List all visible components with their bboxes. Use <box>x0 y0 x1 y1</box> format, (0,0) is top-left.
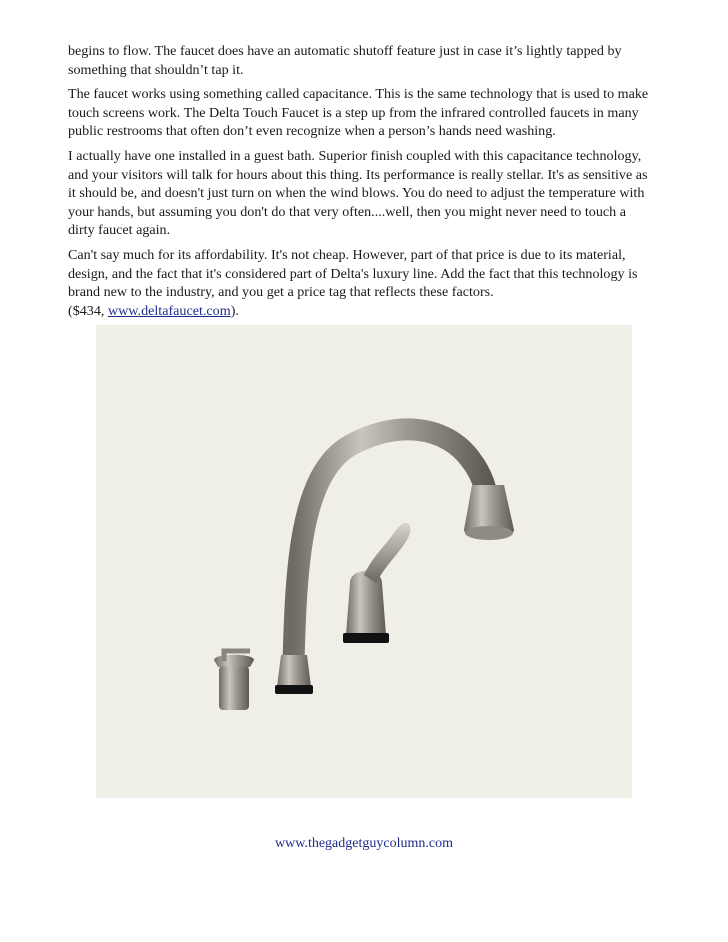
text-line: design, and the fact that it's considered part of Delta's luxury line. Add the fact that this technology is <box>68 265 638 282</box>
handle-ring <box>343 633 389 643</box>
deltafaucet-link[interactable]: www.deltafaucet.com <box>107 302 231 319</box>
text-line: begins to flow. The faucet does have an automatic shutoff feature just in case it’s lightly tapped by <box>68 43 622 59</box>
soap-dispenser-top <box>214 655 254 667</box>
price-prefix: ($434, <box>68 302 108 319</box>
text-line: public restrooms that often don’t even recognize when a person’s hands need washing. <box>68 123 556 140</box>
text-line: I actually have one installed in a guest bath. Superior finish coupled with this capacitance technology, <box>68 147 642 164</box>
paragraph-guest-bath <box>68 147 660 240</box>
text-line: The faucet works using something called capacitance. This is the same technology that is used to make <box>68 86 649 103</box>
footer-url: www.thegadgetguycolumn.com <box>275 836 453 851</box>
sprayer-face <box>465 526 513 540</box>
text-line: Can't say much for its affordability. It's not cheap. However, part of that price is due to its material, <box>68 246 626 263</box>
faucet-illustration <box>96 325 632 798</box>
paragraph-capacitance <box>68 85 660 141</box>
handle-body <box>346 571 386 635</box>
price-line <box>68 302 660 321</box>
text-line: it should be, and doesn't just turn on when the wind blows. You do need to adjust the temperature with <box>68 185 645 202</box>
base-ring <box>275 685 313 694</box>
price-suffix: ). <box>230 302 239 319</box>
article-body <box>68 42 660 326</box>
text-line: dirty faucet again. <box>68 222 171 239</box>
paragraph-shutoff <box>68 42 660 79</box>
faucet-photo <box>96 325 632 798</box>
text-line: and your visitors will talk for hours about this thing. Its performance is really stellar. It's as sensitive as <box>68 166 648 183</box>
paragraph-affordability <box>68 246 660 320</box>
text-line: brand new to the industry, and you get a price tag that reflects these factors. <box>68 284 494 301</box>
soap-dispenser-body <box>219 666 249 710</box>
faucet-base <box>277 655 311 687</box>
text-line: touch screens work. The Delta Touch Faucet is a step up from the infrared controlled faucets in many <box>68 104 639 121</box>
text-line: something that shouldn’t tap it. <box>68 61 244 78</box>
text-line: your hands, but assuming you don't do that very often....well, then you might never need to touch a <box>68 203 626 220</box>
